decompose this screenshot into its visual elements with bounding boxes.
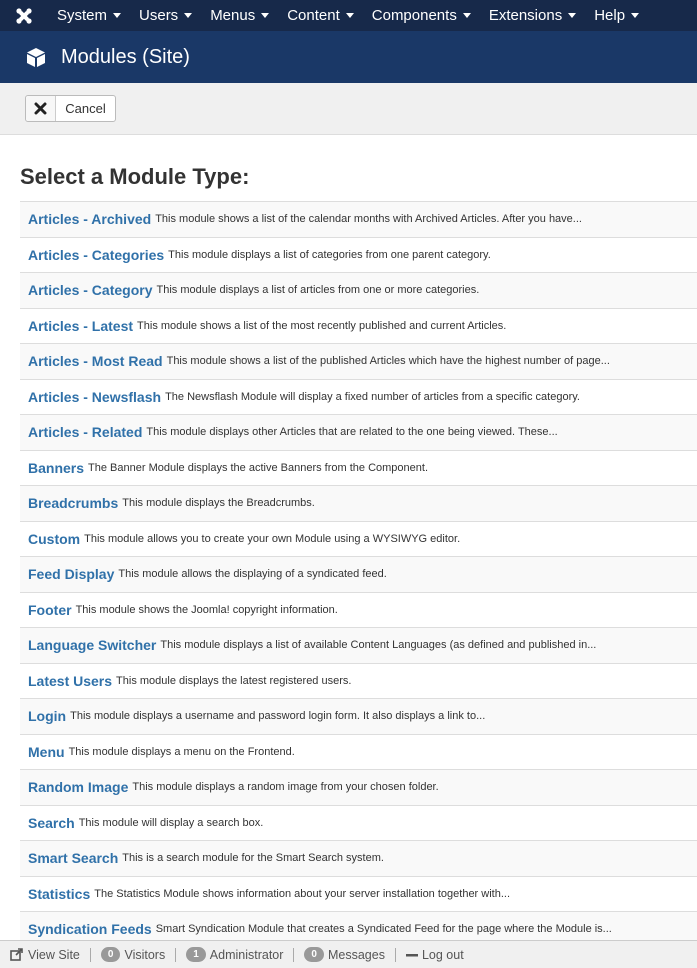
module-link[interactable]: Feed Display [28, 566, 115, 583]
module-link[interactable]: Articles - Archived [28, 211, 152, 228]
divider [293, 948, 294, 962]
nav-label: Users [139, 7, 179, 24]
module-description: This module displays a list of articles from one or more categories. [156, 284, 480, 297]
page-title: Modules (Site) [61, 45, 190, 68]
visitors-link[interactable] [101, 947, 165, 962]
caret-down-icon [568, 13, 576, 18]
nav-help[interactable] [585, 0, 648, 31]
module-row [20, 592, 697, 628]
module-row [20, 627, 697, 663]
nav-label: Help [594, 7, 626, 24]
nav-content[interactable] [278, 0, 363, 31]
caret-down-icon [184, 13, 192, 18]
module-link[interactable]: Breadcrumbs [28, 495, 119, 512]
module-row [20, 769, 697, 805]
module-link[interactable]: Random Image [28, 779, 129, 796]
module-type-list [20, 201, 697, 947]
module-row [20, 521, 697, 557]
visitors-label: Visitors [124, 947, 166, 962]
nav-label: Components [371, 7, 457, 24]
section-heading: Select a Module Type: [20, 164, 250, 189]
module-description: This module displays a menu on the Frontend. [68, 745, 295, 758]
module-description: This module displays other Articles that are related to the one being viewed. These... [146, 426, 558, 439]
module-row [20, 556, 697, 592]
module-link[interactable]: Articles - Category [28, 282, 153, 299]
module-row [20, 663, 697, 699]
module-link[interactable]: Footer [28, 601, 72, 618]
admin-count-badge: 1 [186, 947, 206, 962]
page-header [0, 31, 697, 83]
module-row [20, 876, 697, 912]
divider [175, 948, 176, 962]
messages-link[interactable] [304, 947, 385, 962]
administrator-link[interactable] [186, 947, 283, 962]
joomla-logo-icon[interactable] [0, 0, 48, 31]
logout-label: Log out [421, 947, 464, 962]
view-site-label: View Site [28, 947, 80, 962]
module-description: This module shows a list of the published Articles which have the highest number of page... [166, 355, 610, 368]
module-link[interactable]: Language Switcher [28, 637, 157, 654]
external-link-icon [10, 948, 23, 961]
administrator-label: Administrator [209, 947, 284, 962]
module-row [20, 414, 697, 450]
module-row [20, 272, 697, 308]
module-description: The Statistics Module shows information about your server installation together with... [94, 887, 511, 900]
status-bar [0, 940, 697, 968]
minus-icon [406, 949, 418, 961]
module-description: This module displays the Breadcrumbs. [122, 497, 315, 510]
module-description: This module displays a list of available Content Languages (as defined and published in... [160, 639, 597, 652]
caret-down-icon [463, 13, 471, 18]
toolbar [0, 83, 697, 135]
view-site-link[interactable] [10, 948, 80, 962]
nav-extensions[interactable] [480, 0, 585, 31]
visitors-count-badge: 0 [101, 947, 121, 962]
nav-menus[interactable] [201, 0, 278, 31]
module-row [20, 734, 697, 770]
module-link[interactable]: Custom [28, 530, 81, 547]
module-description: This module displays a username and password login form. It also displays a link to... [70, 710, 486, 723]
close-icon [26, 96, 56, 121]
module-row [20, 485, 697, 521]
module-row [20, 450, 697, 486]
module-link[interactable]: Smart Search [28, 850, 119, 867]
top-navbar [0, 0, 697, 31]
nav-label: Menus [210, 7, 256, 24]
module-link[interactable]: Articles - Categories [28, 246, 165, 263]
module-description: Smart Syndication Module that creates a Syndicated Feed for the page where the Module is... [155, 923, 612, 936]
module-link[interactable]: Syndication Feeds [28, 921, 152, 938]
module-description: This is a search module for the Smart Search system. [122, 852, 384, 865]
caret-down-icon [113, 13, 121, 18]
module-link[interactable]: Login [28, 708, 67, 725]
module-link[interactable]: Articles - Most Read [28, 353, 163, 370]
module-description: This module allows you to create your own Module using a WYSIWYG editor. [84, 532, 461, 545]
logout-link[interactable] [406, 948, 464, 962]
module-row [20, 237, 697, 273]
module-row [20, 201, 697, 237]
module-description: This module allows the displaying of a syndicated feed. [118, 568, 387, 581]
module-row [20, 308, 697, 344]
module-link[interactable]: Banners [28, 459, 85, 476]
messages-count-badge: 0 [304, 947, 324, 962]
nav-components[interactable] [363, 0, 480, 31]
module-description: This module displays a random image from your chosen folder. [132, 781, 439, 794]
module-description: The Newsflash Module will display a fixed number of articles from a specific category. [165, 390, 580, 403]
module-description: This module displays a list of categories from one parent category. [168, 248, 491, 261]
module-description: This module will display a search box. [78, 816, 264, 829]
caret-down-icon [346, 13, 354, 18]
module-row [20, 343, 697, 379]
module-row [20, 805, 697, 841]
module-row [20, 840, 697, 876]
nav-label: Extensions [488, 7, 563, 24]
module-link[interactable]: Articles - Related [28, 424, 143, 441]
nav-label: System [57, 7, 108, 24]
cube-icon [25, 46, 47, 68]
module-link[interactable]: Articles - Newsflash [28, 388, 162, 405]
cancel-label: Cancel [65, 101, 106, 116]
module-link[interactable]: Statistics [28, 885, 91, 902]
module-link[interactable]: Menu [28, 743, 65, 760]
caret-down-icon [631, 13, 639, 18]
module-description: This module shows the Joomla! copyright information. [75, 603, 338, 616]
cancel-button[interactable] [25, 95, 116, 122]
module-description: This module shows a list of the most recently published and current Articles. [137, 319, 507, 332]
caret-down-icon [261, 13, 269, 18]
module-description: This module displays the latest registered users. [116, 674, 352, 687]
divider [395, 948, 396, 962]
module-description: This module shows a list of the calendar months with Archived Articles. After you have... [155, 213, 582, 226]
nav-users[interactable] [130, 0, 201, 31]
module-row [20, 698, 697, 734]
messages-label: Messages [327, 947, 385, 962]
divider [90, 948, 91, 962]
module-link[interactable]: Articles - Latest [28, 317, 134, 334]
nav-system[interactable] [48, 0, 130, 31]
module-link[interactable]: Search [28, 814, 75, 831]
nav-label: Content [287, 7, 340, 24]
module-description: The Banner Module displays the active Banners from the Component. [88, 461, 428, 474]
module-row [20, 379, 697, 415]
module-link[interactable]: Latest Users [28, 672, 113, 689]
